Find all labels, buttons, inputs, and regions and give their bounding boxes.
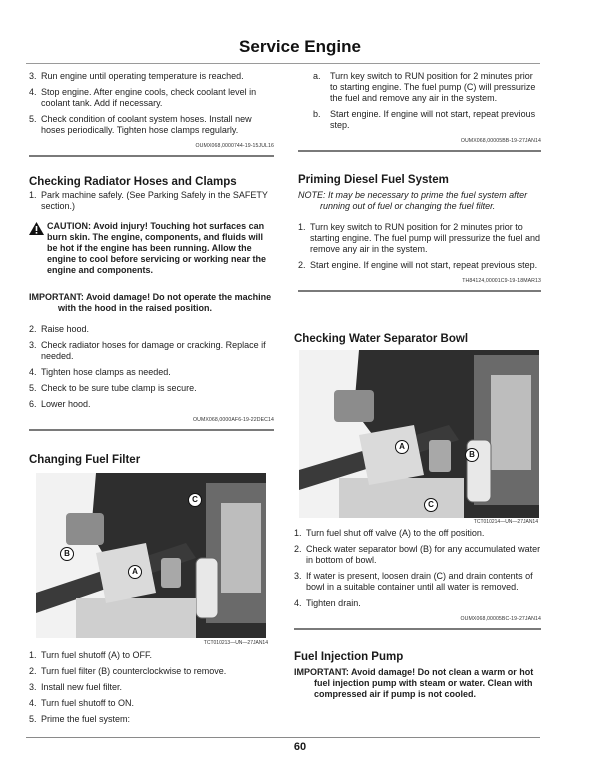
note-text: NOTE: It may be necessary to prime the fuel system after running out of fuel or changing the fuel filter. — [298, 190, 528, 211]
reference-code: OUMX068,00005BB-19-27JAN14 — [460, 138, 541, 144]
callout-a: A — [128, 565, 142, 579]
list-item: 1. Turn fuel shut off valve (A) to the off position. — [294, 528, 485, 538]
caution-text: CAUTION: Avoid injury! Touching hot surfaces can burn skin. The engine, components, and fluids will be hot if the engine has been running. Allow the engine to cool before servicing or working near the engine and components. — [47, 221, 267, 275]
list-item: 4. Stop engine. After engine cools, check coolant level in coolant tank. Add if necessary. — [29, 87, 257, 108]
list-item: a. Turn key switch to RUN position for 2 minutes prior to starting engine. The fuel pump (C) will pressurize the fuel and remove any air in the system. — [313, 71, 536, 103]
list-item: b. Start engine. If engine will not start, repeat previous step. — [313, 109, 536, 130]
callout-a: A — [395, 440, 409, 454]
reference-code: OUMX068,00005BC-19-27JAN14 — [460, 616, 541, 622]
right-column — [298, 71, 541, 292]
important-notice: IMPORTANT: Avoid damage! Do not clean a warm or hot fuel injection pump with steam or water. Clean with compressed air if pump is not cooled. — [294, 667, 534, 699]
list-item: 3. If water is present, loosen drain (C) and drain contents of bowl in a suitable container until all water is removed. — [294, 571, 533, 592]
list-item: 3. Run engine until operating temperature is reached. — [29, 71, 244, 81]
list-item: 4. Tighten hose clamps as needed. — [29, 367, 171, 377]
list-item: 5. Check condition of coolant system hoses. Install new hoses periodically. Tighten hose clamps regularly. — [29, 114, 252, 135]
section-divider — [298, 150, 541, 152]
caution-block — [29, 221, 274, 276]
callout-c: C — [188, 493, 202, 507]
fuel-filter-steps — [29, 650, 274, 730]
important-notice: IMPORTANT: Avoid damage! Do not operate the machine with the hood in the raised position. — [29, 292, 272, 313]
list-item: 1. Park machine safely. (See Parking Safely in the SAFETY section.) — [29, 190, 268, 211]
warning-triangle-icon — [29, 221, 47, 276]
reference-code: TH84124,00001C9-19-18MAR13 — [462, 278, 541, 284]
list-item: 6. Lower hood. — [29, 399, 91, 409]
left-column — [29, 71, 274, 431]
callout-b: B — [60, 547, 74, 561]
list-item: 3. Install new fuel filter. — [29, 682, 123, 692]
callout-c: C — [424, 498, 438, 512]
list-item: 1. Turn key switch to RUN position for 2 minutes prior to starting engine. The fuel pump will pressurize the fuel and remove any air in the system. — [298, 222, 540, 254]
fuel-filter-figure — [36, 473, 266, 638]
coolant-steps-continued — [29, 71, 274, 136]
list-item: 1. Turn fuel shutoff (A) to OFF. — [29, 650, 153, 660]
list-item: 2. Raise hood. — [29, 324, 90, 334]
page-number: 60 — [293, 741, 307, 753]
section-divider — [29, 429, 274, 431]
footer-divider — [26, 737, 540, 738]
water-separator-steps — [294, 528, 541, 700]
section-divider — [298, 290, 541, 292]
list-item: 4. Tighten drain. — [294, 598, 361, 608]
list-item: 2. Start engine. If engine will not start, repeat previous step. — [298, 260, 538, 270]
header-divider — [26, 63, 540, 64]
water-separator-figure — [299, 350, 539, 518]
section-heading-priming: Priming Diesel Fuel System — [298, 174, 449, 186]
section-divider — [294, 628, 541, 630]
list-item: 5. Check to be sure tube clamp is secure. — [29, 383, 197, 393]
section-heading-water-separator: Checking Water Separator Bowl — [294, 333, 469, 345]
list-item: 5. Prime the fuel system: — [29, 714, 131, 724]
figure-code: TCT010213—UN—27JAN14 — [203, 640, 268, 646]
reference-code: OUMX068,0000744-19-15JUL16 — [195, 143, 274, 149]
section-heading-radiator: Checking Radiator Hoses and Clamps — [29, 176, 237, 188]
list-item: 2. Turn fuel filter (B) counterclockwise to remove. — [29, 666, 227, 676]
figure-code: TCT010214—UN—27JAN14 — [473, 519, 538, 525]
section-heading-fuel-filter: Changing Fuel Filter — [29, 454, 141, 466]
list-item: 2. Check water separator bowl (B) for any accumulated water in bottom of bowl. — [294, 544, 541, 565]
section-divider — [29, 155, 274, 157]
section-heading-injection-pump: Fuel Injection Pump — [294, 651, 404, 663]
reference-code: OUMX068,0000AF6-19-22DEC14 — [192, 417, 274, 423]
list-item: 4. Turn fuel shutoff to ON. — [29, 698, 135, 708]
page-title: Service Engine — [239, 37, 361, 56]
radiator-steps — [29, 324, 274, 410]
list-item: 3. Check radiator hoses for damage or cracking. Replace if needed. — [29, 340, 266, 361]
callout-b: B — [465, 448, 479, 462]
